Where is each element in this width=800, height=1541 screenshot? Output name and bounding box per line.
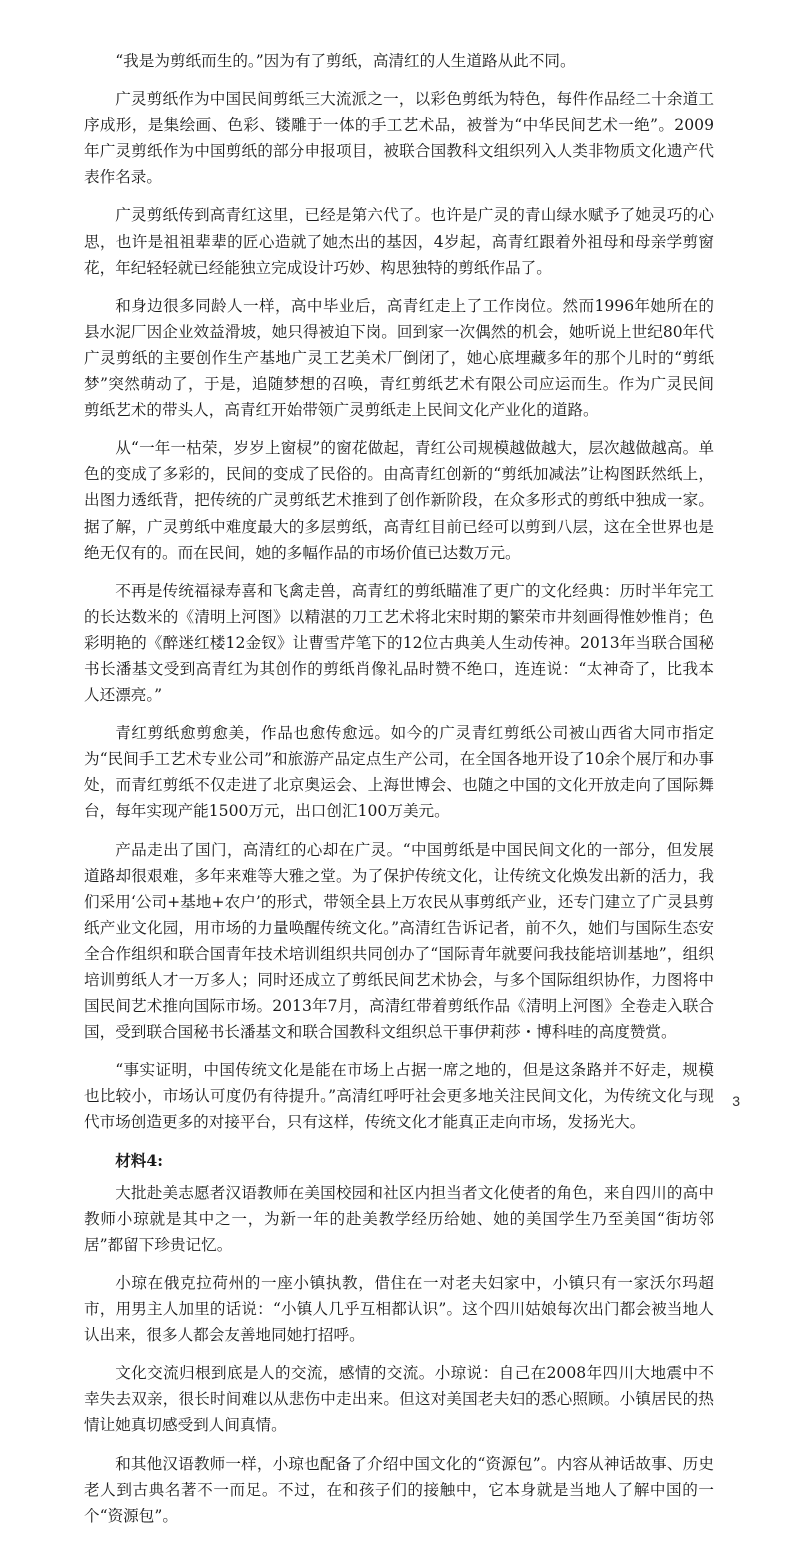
paragraph-quote: “我是为剪纸而生的。”因为有了剪纸，高清红的人生道路从此不同。 [115,52,576,70]
paragraph-cultural-exchange: 文化交流归根到底是人的交流，感情的交流。小琼说：自己在2008年四川大地震中不幸失去双亲，很长时间难以从悲伤中走出来。但这对美国老夫妇的悉心照顾。小镇居民的热情让她真切感受到人间真情。 [84,1364,714,1435]
paragraph-company-founding: 和身边很多同龄人一样，高中毕业后，高青红走上了工作岗位。然而1996年她所在的县水泥厂因企业效益滑坡，她只得被迫下岗。回到家一次偶然的机会，她听说上世纪80年代广灵剪纸的主要创作生产基地广灵工艺美术厂倒闭了，她心底埋藏多年的那个儿时的“剪纸梦”突然萌动了，于是，追随梦想的召唤，青红剪纸艺术有限公司应运而生。作为广灵民间剪纸艺术的带头人，高青红开始带领广灵剪纸走上民间文化产业化的道路。 [84,296,714,420]
paragraph-expansion: 青红剪纸愈剪愈美，作品也愈传愈远。如今的广灵青红剪纸公司被山西省大同市指定为“民间手工艺术专业公司”和旅游产品定点生产公司，在全国各地开设了10余个展厅和办事处，而青红剪纸不仅走进了北京奥运会、上海世博会、也随之中国的文化开放走向了国际舞台，每年实现产能1500万元，出口创汇100万美元。 [84,724,714,821]
paragraph-guangling-intro: 广灵剪纸作为中国民间剪纸三大流派之一，以彩色剪纸为特色，每件作品经二十余道工序成形，是集绘画、色彩、镂雕于一体的手工艺术品，被誉为“中华民间艺术一绝”。2009年广灵剪纸作为中国剪纸的部分申报项目，被联合国教科文组织列入人类非物质文化遗产代表作名录。 [84,90,714,187]
paragraph-volunteer-teachers: 大批赴美志愿者汉语教师在美国校园和社区内担当者文化使者的角色，来自四川的高中教师小琼就是其中之一，为新一年的赴美教学经历给她、她的美国学生乃至美国“街坊邻居”都留下珍贵记忆。 [84,1183,714,1254]
paragraph-resource-pack: 和其他汉语教师一样，小琼也配备了介绍中国文化的“资源包”。内容从神话故事、历史老人到古典名著不一而足。不过，在和孩子们的接触中，它本身就是当地人了解中国的一个“资源包”。 [84,1454,714,1525]
paragraph-conclusion: “事实证明，中国传统文化是能在市场上占据一席之地的，但是这条路并不好走，规模也比较小，市场认可度仍有待提升。”高清红呼吁社会更多地关注民间文化，为传统文化与现代市场创造更多的对接平台，只有这样，传统文化才能真正走向市场，发扬光大。 [84,1061,714,1132]
paragraph-international: 产品走出了国门，高清红的心却在广灵。“中国剪纸是中国民间文化的一部分，但发展道路却很艰难，多年来难等大雅之堂。为了保护传统文化，让传统文化焕发出新的活力，我们采用‘公司+基地+农户’的形式，带领全县上万农民从事剪纸产业，还专门建立了广灵县剪纸产业文化园，用市场的力量唤醒传统文化。”高清红告诉记者，前不久，她们与国际生态安全合作组织和联合国青年技术培训组织共同创办了“国际青年就要问我技能培训基地”，组织培训剪纸人才一万多人；同时还成立了剪纸民间艺术协会，与多个国际组织协作，力图将中国民间艺术推向国际市场。2013年7月，高清红带着剪纸作品《清明上河图》全卷走入联合国，受到联合国秘书长潘基文和联合国教科文组织总干事伊莉莎・博科哇的高度赞赏。 [84,840,714,1042]
paragraph-small-town: 小琼在俄克拉荷州的一座小镇执教，借住在一对老夫妇家中，小镇只有一家沃尔玛超市，用男主人加里的话说：“小镇人几乎互相都认识”。这个四川姑娘每次出门都会被当地人认出来，很多人都会友善地同她打招呼。 [84,1273,714,1345]
paragraph-classics: 不再是传统福禄寿喜和飞禽走兽，高青红的剪纸瞄准了更广的文化经典：历时半年完工的长达数米的《清明上河图》以精湛的刀工艺术将北宋时期的繁荣市井刻画得惟妙惟肖；色彩明艳的《醉迷红楼12金钗》让曹雪芹笔下的12位古典美人生动传神。2013年当联合国秘书长潘基文受到高青红为其创作的剪纸肖像礼品时赞不绝口，连连说：“太神奇了，比我本人还漂亮。” [84,581,714,705]
paragraph-sixth-generation: 广灵剪纸传到高青红这里，已经是第六代了。也许是广灵的青山绿水赋予了她灵巧的心思，也许是祖祖辈辈的匠心造就了她杰出的基因，4岁起，高青红跟着外祖母和母亲学剪窗花，年纪轻轻就已经能独立完成设计巧妙、构思独特的剪纸作品了。 [84,206,714,277]
page-number: 3 [732,1093,740,1109]
article-body [84,48,714,1541]
paragraph-innovation: 从“一年一枯荣，岁岁上窗棂”的窗花做起，青红公司规模越做越大，层次越做越高。单色的变成了多彩的，民间的变成了民俗的。由高青红创新的“剪纸加减法”让构图跃然纸上，出图力透纸背，把传统的广灵剪纸艺术推到了创作新阶段，在众多形式的剪纸中独成一家。据了解，广灵剪纸中难度最大的多层剪纸，高青红目前已经可以剪到八层，这在全世界也是绝无仅有的。而在民间，她的多幅作品的市场价值已达数万元。 [84,439,714,562]
section-heading: 材料4: [115,1150,163,1170]
